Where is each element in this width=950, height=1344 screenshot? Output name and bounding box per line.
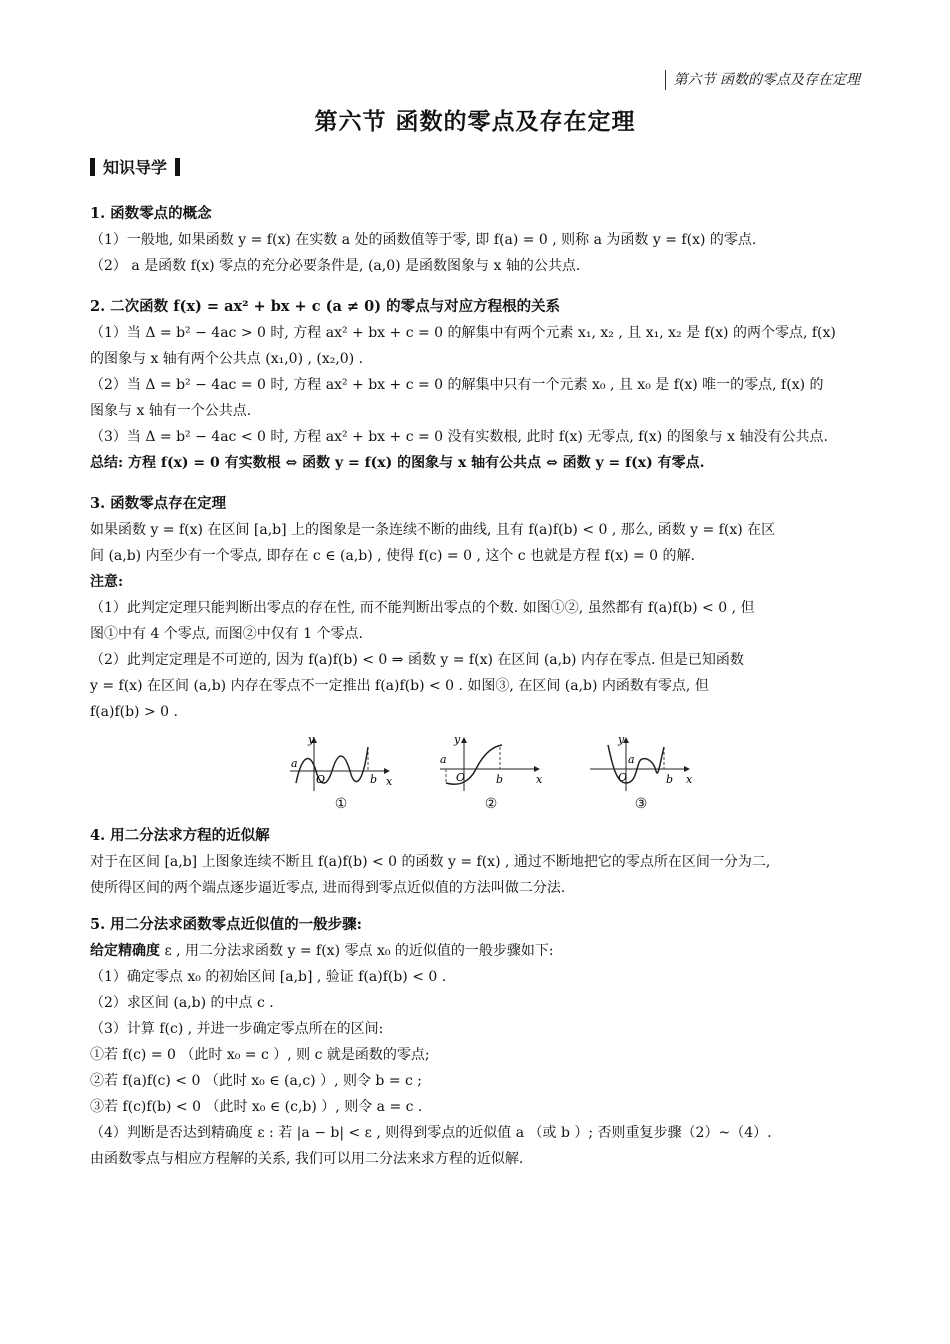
fig2-origin-label: O <box>456 771 466 784</box>
fig1-b-label: b <box>370 773 378 786</box>
s3-note-2b: y = f(x) 在区间 (a,b) 内存在零点不一定推出 f(a)f(b) < 0 . 如图③, 在区间 (a,b) 内函数有零点, 但 <box>90 678 709 694</box>
fig3-origin-label: O <box>618 771 628 784</box>
section5-heading: 5. 用二分法求函数零点近似值的一般步骤: <box>90 916 363 933</box>
s5-case-3: ③若 f(c)f(b) < 0 （此时 x₀ ∈ (c,b) ）, 则令 a = c . <box>90 1099 423 1115</box>
section4-heading: 4. 用二分法求方程的近似解 <box>90 827 270 844</box>
section3-heading: 3. 函数零点存在定理 <box>90 495 227 512</box>
s1-paragraph-2: （2） a 是函数 f(x) 零点的充分必要条件是, (a,0) 是函数图象与 x 轴的公共点. <box>90 258 581 274</box>
fig3-a-label: a <box>628 753 635 766</box>
s4-paragraph-1a: 对于在区间 [a,b] 上图象连续不断且 f(a)f(b) < 0 的函数 y = f(x) , 通过不断地把它的零点所在区间一分为二, <box>90 854 771 870</box>
s1-paragraph-1: （1）一般地, 如果函数 y = f(x) 在实数 a 处的函数值等于零, 即 f(a) = 0 , 则称 a 为函数 y = f(x) 的零点. <box>90 232 757 248</box>
fig2-a-label: a <box>440 753 447 766</box>
fig1-origin-label: O <box>316 773 326 786</box>
s5-conclusion: 由函数零点与相应方程解的关系, 我们可以用二分法来求方程的近似解. <box>90 1151 524 1167</box>
figure-1-graph <box>286 733 396 795</box>
s3-note-2c: f(a)f(b) > 0 . <box>90 704 178 720</box>
running-header: 第六节 函数的零点及存在定理 <box>665 70 860 90</box>
figure-1 <box>286 733 396 813</box>
s3-paragraph-1b: 间 (a,b) 内至少有一个零点, 即存在 c ∈ (a,b) , 使得 f(c) = 0 , 这个 c 也就是方程 f(x) = 0 的解. <box>90 548 695 564</box>
s2-summary: 总结: 方程 f(x) = 0 有实数根 ⇔ 函数 y = f(x) 的图象与 x 轴有公共点 ⇔ 函数 y = f(x) 有零点. <box>90 455 705 471</box>
fig1-x-label: x <box>386 775 393 788</box>
fig2-y-label: y <box>454 733 461 746</box>
fig3-b-label: b <box>666 773 674 786</box>
s5-intro <box>90 938 862 964</box>
banner-label: 知识导学 <box>103 158 168 177</box>
section2-heading: 2. 二次函数 f(x) = ax² + bx + c (a ≠ 0) 的零点与对应方程根的关系 <box>90 298 561 315</box>
s2-paragraph-2a: （2）当 Δ = b² − 4ac = 0 时, 方程 ax² + bx + c = 0 的解集中只有一个元素 x₀ , 且 x₀ 是 f(x) 唯一的零点, f(x) 的 <box>90 377 824 393</box>
s5-case-2: ②若 f(a)f(c) < 0 （此时 x₀ ∈ (a,c) ）, 则令 b = c ; <box>90 1073 423 1089</box>
s5-step-1: （1）确定零点 x₀ 的初始区间 [a,b] , 验证 f(a)f(b) < 0 . <box>90 969 447 985</box>
figure-2-caption: ② <box>484 796 498 812</box>
s5-step-4: （4）判断是否达到精确度 ε : 若 |a − b| < ε , 则得到零点的近似值 a （或 b ）; 否则重复步骤（2）~（4）. <box>90 1125 772 1141</box>
s5-intro-bold: 给定精确度 <box>90 943 160 959</box>
figure-2 <box>436 733 546 813</box>
s2-paragraph-2b: 图象与 x 轴有一个公共点. <box>90 403 252 419</box>
s3-note-2a: （2）此判定定理是不可逆的, 因为 f(a)f(b) < 0 ⇒ 函数 y = f(x) 在区间 (a,b) 内存在零点. 但是已知函数 <box>90 652 744 668</box>
page-title: 第六节 函数的零点及存在定理 <box>314 108 636 135</box>
s3-note-1a: （1）此判定定理只能判断出零点的存在性, 而不能判断出零点的个数. 如图①②, 虽然都有 f(a)f(b) < 0 , 但 <box>90 600 755 616</box>
fig1-y-label: y <box>308 733 315 746</box>
figure-3-graph <box>586 733 696 795</box>
s2-paragraph-3: （3）当 Δ = b² − 4ac < 0 时, 方程 ax² + bx + c = 0 没有实数根, 此时 f(x) 无零点, f(x) 的图象与 x 轴没有公共点. <box>90 429 828 445</box>
figure-3 <box>586 733 696 813</box>
document-body <box>90 198 862 1172</box>
s5-intro-rest: ε , 用二分法求函数 y = f(x) 零点 x₀ 的近似值的一般步骤如下: <box>160 943 554 959</box>
s2-paragraph-1b: 的图象与 x 轴有两个公共点 (x₁,0) , (x₂,0) . <box>90 351 364 367</box>
figure-2-graph <box>436 733 546 795</box>
s2-paragraph-1a: （1）当 Δ = b² − 4ac > 0 时, 方程 ax² + bx + c = 0 的解集中有两个元素 x₁, x₂ , 且 x₁, x₂ 是 f(x) 的两个零点, f(x) <box>90 325 836 341</box>
figure-1-caption: ① <box>334 796 348 812</box>
s5-step-3: （3）计算 f(c) , 并进一步确定零点所在的区间: <box>90 1021 384 1037</box>
section1-heading: 1. 函数零点的概念 <box>90 205 212 222</box>
fig3-y-label: y <box>618 733 625 746</box>
s3-paragraph-1a: 如果函数 y = f(x) 在区间 [a,b] 上的图象是一条连续不断的曲线, 且有 f(a)f(b) < 0 , 那么, 函数 y = f(x) 在区 <box>90 522 776 538</box>
fig1-a-label: a <box>291 757 298 770</box>
figure-row <box>90 733 862 813</box>
s3-note-1b: 图①中有 4 个零点, 而图②中仅有 1 个零点. <box>90 626 363 642</box>
fig2-x-label: x <box>536 773 543 786</box>
s5-step-2: （2）求区间 (a,b) 的中点 c . <box>90 995 274 1011</box>
s3-note-label: 注意: <box>90 574 124 590</box>
figure-3-caption: ③ <box>634 796 648 812</box>
section-banner <box>90 155 180 178</box>
s5-case-1: ①若 f(c) = 0 （此时 x₀ = c ）, 则 c 就是函数的零点; <box>90 1047 430 1063</box>
banner-bar-left <box>90 158 95 176</box>
fig3-x-label: x <box>686 773 693 786</box>
fig2-b-label: b <box>496 773 504 786</box>
s4-paragraph-1b: 使所得区间的两个端点逐步逼近零点, 进而得到零点近似值的方法叫做二分法. <box>90 880 566 896</box>
banner-bar-right <box>175 158 180 176</box>
